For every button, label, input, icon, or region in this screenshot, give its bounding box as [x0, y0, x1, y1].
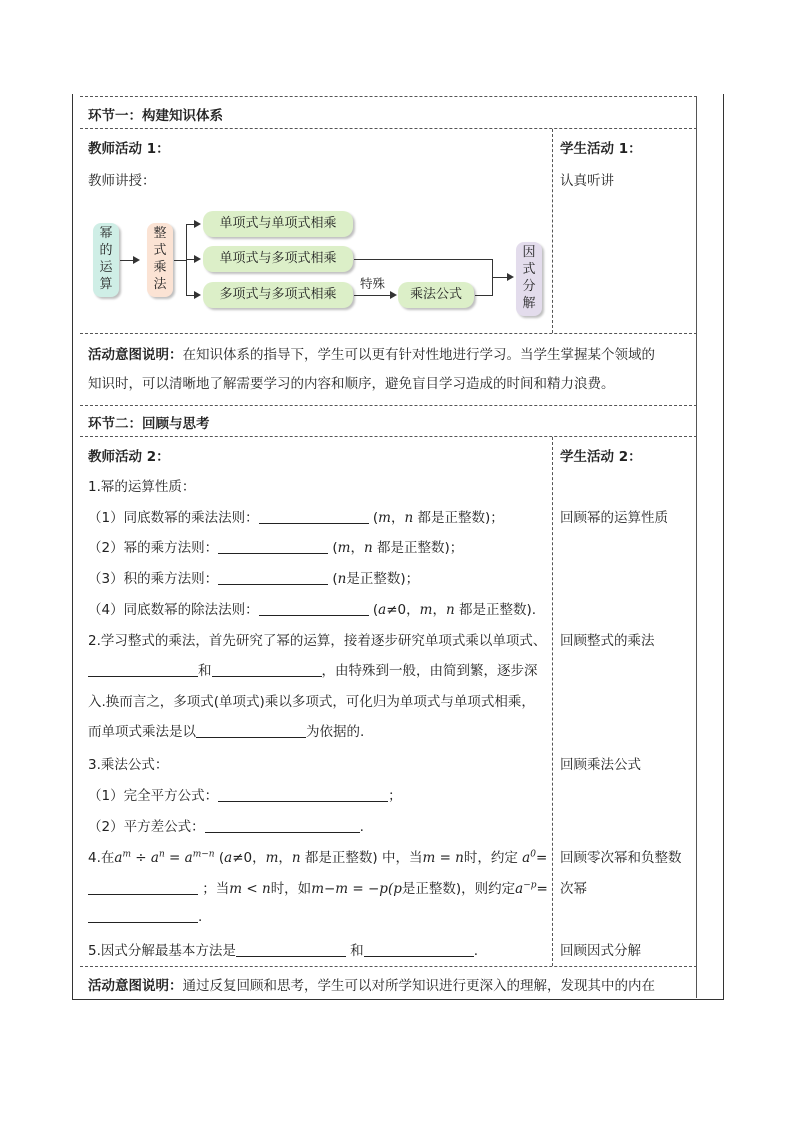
- box-power-char: 运: [99, 260, 113, 275]
- teacher-activity-1-title: 教师活动 1：: [88, 141, 170, 157]
- section1-activity-row: [80, 128, 697, 333]
- box-factor-char: 解: [522, 296, 536, 311]
- q4-positive: 是正整数)，则约定: [401, 881, 516, 897]
- q1-c: [88, 567, 419, 587]
- q4-eq2: =: [536, 881, 548, 897]
- q2-line1: 2.学习整式的乘法，首先研究了幂的运算，接着逐步研究单项式乘以单项式、: [88, 633, 547, 649]
- blank[interactable]: [196, 723, 306, 738]
- q2-line4-text: 而单项式乘法是以: [88, 724, 196, 740]
- formula-a0: $a^0$: [522, 849, 536, 866]
- var-m: m: [265, 850, 279, 866]
- item-poly-poly: 多项式与多项式相乘: [203, 282, 353, 308]
- q1-a-paren: (: [372, 510, 379, 526]
- section1-intent-row: [80, 333, 697, 405]
- section1-heading-row: [80, 96, 697, 128]
- q3-a-tail: ；: [388, 788, 402, 804]
- student-activity-1-text: 认真听讲: [560, 173, 614, 189]
- var-m: m: [419, 602, 433, 618]
- q1-d-paren: (: [372, 602, 379, 618]
- q1-a-tail: 都是正整数)；: [413, 510, 504, 526]
- intent-label: 活动意图说明：: [88, 978, 183, 994]
- q1-c-text: （3）积的乘方法则：: [88, 571, 219, 587]
- q1-c-paren: (: [332, 571, 338, 587]
- column-divider: [552, 437, 553, 966]
- q4-comma: ，: [278, 850, 292, 866]
- q2-line4-tail: 为依据的.: [306, 724, 365, 740]
- section2-intent-line1: [88, 974, 655, 994]
- student-activity-2-title: 学生活动 2：: [560, 449, 642, 465]
- q1-a: [88, 506, 504, 526]
- student-review-1: 回顾幂的运算性质: [560, 510, 668, 526]
- formula-a-neg-p: $a^{-p}$: [515, 880, 537, 897]
- formula-m-lt-n: m < n: [229, 881, 271, 897]
- q3-b-tail: .: [359, 819, 364, 835]
- box-power-char: 算: [99, 277, 113, 292]
- q2-and: 和: [198, 663, 212, 679]
- intent-text: 通过反复回顾和思考，学生可以对所学知识进行更深入的理解，发现其中的内在: [182, 978, 655, 994]
- box-factor-char: 式: [522, 262, 536, 277]
- intent-text: 在知识体系的指导下，学生可以更有针对性地进行学习。当学生掌握某个领域的: [182, 347, 655, 363]
- blank[interactable]: [88, 908, 198, 923]
- blank[interactable]: [259, 509, 369, 524]
- arrow-head: [194, 291, 201, 299]
- blank[interactable]: [218, 570, 328, 585]
- q2-line4: [88, 720, 364, 740]
- arrow-head: [390, 291, 397, 299]
- section1-heading: 环节一：构建知识体系: [88, 108, 223, 124]
- blank[interactable]: [236, 942, 346, 957]
- q1-b: [88, 536, 463, 556]
- q3-a: [88, 784, 402, 804]
- q3-title: 3.乘法公式：: [88, 757, 169, 773]
- q4-when: ；当: [202, 881, 230, 897]
- q5-tail: .: [473, 943, 478, 959]
- blank[interactable]: [218, 539, 328, 554]
- q3-a-text: （1）完全平方公式：: [88, 788, 219, 804]
- line-formula-merge: [475, 295, 493, 296]
- q2-line3: 入.换而言之，多项式(单项式)乘以多项式，可化归为单项式与单项式相乘，: [88, 694, 535, 710]
- arrow-line: [120, 260, 134, 261]
- q1-b-comma: ，: [350, 540, 364, 556]
- q1-d-comma: ，: [432, 602, 446, 618]
- q1-a-comma: ，: [390, 510, 405, 526]
- box-factor-char: 因: [522, 245, 536, 260]
- item-mono-mono: 单项式与单项式相乘: [203, 211, 353, 237]
- var-n: n: [337, 571, 347, 587]
- q1-d-tail: 都是正整数).: [458, 602, 537, 618]
- q4-line3: [88, 908, 202, 925]
- student-review-3: 回顾乘法公式: [560, 757, 641, 773]
- var-n: n: [445, 602, 455, 618]
- q4-tail: .: [198, 909, 203, 925]
- blank[interactable]: [364, 942, 474, 957]
- student-review-2: 回顾整式的乘法: [560, 633, 655, 649]
- box-integral-char: 式: [153, 243, 167, 258]
- box-factorization: [516, 242, 542, 316]
- arrow-head: [194, 220, 201, 228]
- q5-and: 和: [345, 943, 364, 959]
- student-activity-1-title: 学生活动 1：: [560, 141, 642, 157]
- q4-eq: =: [535, 850, 548, 866]
- q1-title: 1.幂的运算性质：: [88, 479, 196, 495]
- box-integral-char: 法: [153, 277, 167, 292]
- var-m: m: [378, 510, 391, 526]
- q4-paren: (: [214, 850, 225, 866]
- blank[interactable]: [88, 662, 198, 677]
- section1-intent-line2: 知识时，可以清晰地了解需要学习的内容和顺序，避免盲目学习造成的时间和精力浪费。: [88, 376, 615, 392]
- blank[interactable]: [212, 662, 322, 677]
- blank[interactable]: [205, 818, 360, 833]
- formula-m-minus-m: m−m = −p(p: [311, 881, 402, 897]
- q4-line2: [88, 877, 548, 897]
- student-review-5: 回顾因式分解: [560, 943, 641, 959]
- q5-text: 5.因式分解最基本方法是: [88, 943, 236, 959]
- box-factor-char: 分: [522, 279, 536, 294]
- blank[interactable]: [259, 601, 369, 616]
- formula-box: 乘法公式: [398, 282, 474, 308]
- q3-b: [88, 815, 364, 835]
- merge-to-factor: [492, 277, 508, 278]
- q1-b-tail: 都是正整数)；: [376, 540, 464, 556]
- q4-pre: 4.在: [88, 850, 115, 866]
- q1-d-neq: ≠0，: [386, 602, 420, 618]
- q2-line2-tail: ，由特殊到一般，由简到繁，逐步深: [321, 663, 538, 679]
- box-integral-multiplication: [147, 223, 173, 297]
- blank[interactable]: [88, 880, 198, 895]
- special-label: 特殊: [360, 276, 386, 291]
- section2-intent-row: [80, 966, 697, 1000]
- line-special: [354, 295, 391, 296]
- q4-neq: ≠0，: [232, 850, 266, 866]
- section1-intent-line1: [88, 343, 655, 363]
- var-m: m: [337, 540, 351, 556]
- var-a: a: [378, 602, 387, 618]
- teacher-activity-2-title: 教师活动 2：: [88, 449, 170, 465]
- section2-heading-row: [80, 405, 697, 436]
- formula-m-eq-n: m = n: [422, 850, 464, 866]
- box-power-operations: [93, 223, 119, 297]
- intent-label: 活动意图说明：: [88, 347, 183, 363]
- var-a: a: [224, 850, 233, 866]
- q1-b-text: （2）幂的乘方法则：: [88, 540, 219, 556]
- q1-d: [88, 598, 536, 618]
- section2-heading: 环节二：回顾与思考: [88, 416, 210, 432]
- q4-convention: 时，约定: [463, 850, 523, 866]
- q4-mid: 都是正整数) 中，当: [300, 850, 423, 866]
- q4-line1: [88, 846, 547, 866]
- q1-c-tail: 是正整数)；: [346, 571, 420, 587]
- q1-d-text: （4）同底数幂的除法法则：: [88, 602, 259, 618]
- student-review-4a: 回顾零次幂和负整数: [560, 850, 682, 866]
- q1-b-paren: (: [332, 540, 338, 556]
- student-review-4b: 次幂: [560, 881, 587, 897]
- q3-b-text: （2）平方差公式：: [88, 819, 205, 835]
- section2-activity-row: [80, 436, 697, 966]
- q5: [88, 939, 478, 959]
- q4-such-as: 时，如: [270, 881, 312, 897]
- column-divider: [552, 129, 553, 333]
- q1-a-text: （1）同底数幂的乘法法则：: [88, 510, 259, 526]
- arrow-head: [507, 273, 514, 281]
- var-n: n: [291, 850, 301, 866]
- box-integral-char: 整: [153, 226, 167, 241]
- box-integral-char: 乘: [153, 260, 167, 275]
- arrow-head: [133, 256, 140, 264]
- formula-division: $a^m \div a^n = a^{m-n}$: [114, 849, 215, 866]
- q2-line2: [88, 659, 538, 679]
- var-n: n: [404, 510, 414, 526]
- teacher-activity-1-sub: 教师讲授：: [88, 173, 156, 189]
- item-mono-poly: 单项式与多项式相乘: [203, 246, 353, 272]
- box-power-char: 的: [99, 243, 113, 258]
- blank[interactable]: [218, 787, 388, 802]
- var-n: n: [363, 540, 373, 556]
- box-power-char: 幂: [99, 226, 113, 241]
- arrow-head: [194, 255, 201, 263]
- line-to-merge: [354, 259, 492, 260]
